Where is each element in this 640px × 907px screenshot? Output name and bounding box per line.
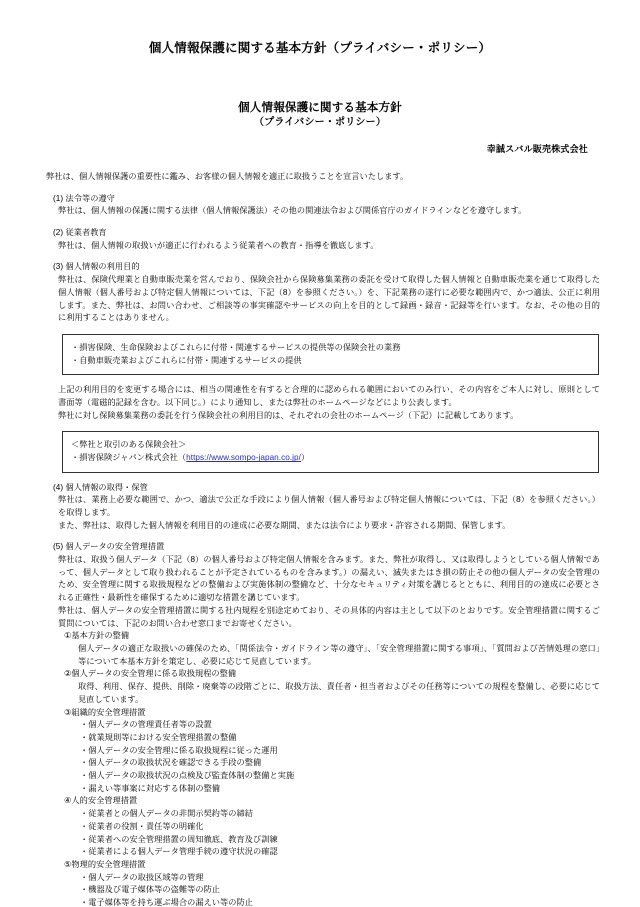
section-4-body: 弊社は、業務上必要な範囲で、かつ、適法で公正な手段により個人情報（個人番号および特定個人情報については、下記（8）を参照ください。）を取得します。 bbox=[58, 495, 600, 517]
section-3-heading: (3) 個人情報の利用目的 bbox=[53, 262, 140, 272]
section-5-sub-1-body: 個人データの適正な取扱いの確保のため、「関係法令・ガイドライン等の遵守」、「安全管理措置に関する事項」、「質問および苦情処理の窓口」等について本基本方針を策定し、必要に応じて見直しています。 bbox=[78, 644, 600, 666]
partner-box-title: ＜弊社と取引のある保険会社＞ bbox=[71, 440, 187, 450]
section-1-body: 弊社は、個人情報の保護に関する法律（個人情報保護法）その他の関連法令および関係官庁のガイドラインなどを遵守します。 bbox=[58, 206, 527, 216]
list-item: ・個人データの取扱区域等の管理 bbox=[80, 872, 204, 882]
section-5-heading: (5) 個人データの安全管理措置 bbox=[53, 542, 165, 552]
intro-paragraph: 弊社は、個人情報保護の重要性に鑑み、お客様の個人情報を適正に取扱うことを宣言いたします。 bbox=[46, 171, 409, 181]
list-item: ・従業者への安全管理措置の周知徹底、教育及び訓練 bbox=[80, 834, 278, 844]
purpose-of-use-box bbox=[62, 334, 599, 375]
company-name: 幸誠スバル販売株式会社 bbox=[486, 143, 588, 154]
list-item: ・個人データの安全管理に係る取扱規程に従った運用 bbox=[80, 745, 278, 755]
partner-name: ・損害保険ジャパン株式会社（ bbox=[71, 453, 187, 463]
section-5-body-2: 弊社は、個人データの安全管理措置に関する社内規程を別途定めており、その具体的内容は主として以下のとおりです。安全管理措置に関するご質問については、下記のお問い合わせ窓口までお寄せください。 bbox=[58, 605, 600, 628]
list-item: ・個人データの取扱状況を確認できる手段の整備 bbox=[80, 758, 262, 768]
list-item: ・従業者との個人データの非開示契約等の締結 bbox=[80, 809, 253, 819]
section-3-body: 弊社は、保険代理業と自動車販売業を営んでおり、保険会社から保険募集業務の委託を受けて取得した個人情報と自動車販売業を通じて取得した個人情報（個人番号および特定個人情報については、下記（8）を参照ください。）を、下記業務の遂行に必要な範囲内で、かつ適法、公正に利用します。また、弊社は、お問い合わせ、ご相談等の事実確認やサービスの向上を目的として録画・録音・記録等を行います。なお、その他の目的に利用することはありません。 bbox=[58, 275, 600, 323]
document-body bbox=[0, 171, 640, 907]
section-2-body: 弊社は、個人情報の取扱いが適正に行われるよう従業者への教育・指導を徹底します。 bbox=[58, 240, 379, 250]
section-3-after-box: 上記の利用目的を変更する場合には、相当の関連性を有すると合理的に認められる範囲においてのみ行い、その内容をご本人に対し、原則として書面等（電磁的記録を含む。以下同じ。）により通知し、または弊社のホームページなどにより公表します。 bbox=[58, 385, 600, 407]
section-3-after-box-2: 弊社に対し保険募集業務の委託を行う保険会社の利用目的は、それぞれの会社のホームページ（下記）に記載してあります。 bbox=[58, 410, 519, 420]
section-5-sub-3-heading: ③組織的安全管理措置 bbox=[64, 707, 146, 717]
section-5-sub-2-body: 取得、利用、保存、提供、削除・廃棄等の段階ごとに、取扱方法、責任者・担当者およびその任務等についての規程を整備し、必要に応じて見直しています。 bbox=[78, 682, 600, 704]
page-subtitle: （プライバシー・ポリシー） bbox=[253, 117, 387, 129]
physical-measures-list bbox=[46, 872, 600, 907]
list-item: ・従業者の役割・責任等の明確化 bbox=[80, 821, 204, 831]
section-5-sub-5-heading: ⑤物理的安全管理措置 bbox=[64, 859, 146, 869]
page-title: 個人情報保護に関する基本方針 bbox=[238, 101, 402, 114]
partner-box-item bbox=[71, 451, 590, 464]
sompo-japan-link[interactable]: https://www.sompo-japan.co.jp/ bbox=[186, 453, 301, 463]
section-4-heading: (4) 個人情報の取得・保管 bbox=[53, 482, 148, 492]
purpose-box-item: ・損害保険、生命保険およびこれらに付帯・関連するサービスの提供等の保険会社の業務 bbox=[71, 342, 401, 352]
human-measures-list bbox=[46, 808, 600, 859]
page-header-title: 個人情報保護に関する基本方針（プライバシー・ポリシー） bbox=[148, 41, 492, 55]
partner-insurers-box bbox=[62, 431, 599, 472]
list-item: ・就業規則等における安全管理措置の整備 bbox=[80, 732, 237, 742]
section-5-sub-1-heading: ①基本方針の整備 bbox=[64, 631, 130, 641]
section-5-body: 弊社は、取扱う個人データ（下記（8）の個人番号および特定個人情報を含みます。また、弊社が取得し、又は取得しようとしている個人情報であって、個人データとして取り扱われることが予定されているものを含みます。）の漏えい、滅失またはき損の防止その他の個人データの安全管理のため、安全管理に関する取扱規程などの整備および実施体制の整備など、十分なセキュリティ対策を講じるとともに、利用目的の達成に必要とされる正確性・最新性を確保するために適切な措置を講じています。 bbox=[58, 555, 600, 603]
section-5-sub-4-heading: ④人的安全管理措置 bbox=[64, 796, 138, 806]
section-2-heading: (2) 従業者教育 bbox=[53, 228, 107, 238]
list-item: ・個人データの取扱状況の点検及び監査体制の整備と実施 bbox=[80, 771, 295, 781]
title-block bbox=[0, 100, 640, 131]
purpose-box-item: ・自動車販売業およびこれらに付帯・関連するサービスの提供 bbox=[71, 356, 302, 366]
section-1-heading: (1) 法令等の遵守 bbox=[53, 193, 115, 203]
list-item: ・漏えい等事案に対応する体制の整備 bbox=[80, 783, 221, 793]
section-5-sub-2-heading: ②個人データの安全管理に係る取扱規程の整備 bbox=[64, 669, 237, 679]
section-4-body-2: また、弊社は、取得した個人情報を利用目的の達成に必要な期間、または法令により要求・許容される期間、保管します。 bbox=[58, 520, 511, 530]
partner-suffix: ） bbox=[301, 453, 310, 463]
list-item: ・機器及び電子媒体等の盗難等の防止 bbox=[80, 885, 221, 895]
list-item: ・個人データの管理責任者等の設置 bbox=[80, 720, 212, 730]
list-item: ・従業者による個人データ管理手続の遵守状況の確認 bbox=[80, 847, 278, 857]
organizational-measures-list bbox=[46, 719, 600, 795]
list-item: ・電子媒体等を持ち運ぶ場合の漏えい等の防止 bbox=[80, 898, 253, 907]
